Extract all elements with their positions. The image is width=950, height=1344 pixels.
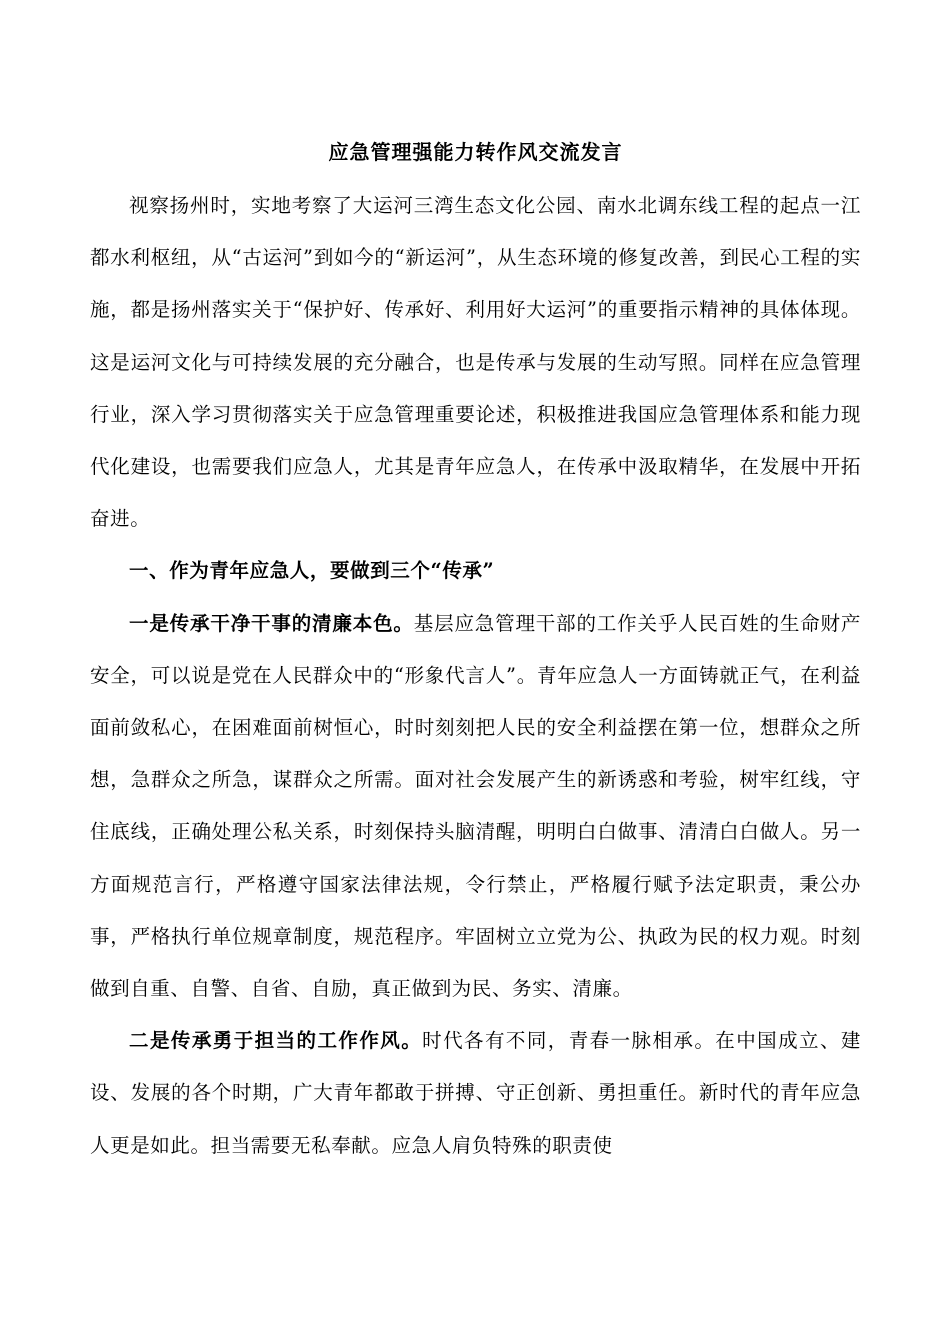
paragraph-lead: 一是传承干净干事的清廉本色。 — [129, 611, 414, 635]
document-body — [90, 132, 861, 1172]
paragraph-body: 基层应急管理干部的工作关乎人民百姓的生命财产安全，可以说是党在人民群众中的“形象代言人”。青年应急人一方面铸就正气，在利益面前敛私心，在困难面前树恒心，时时刻刻把人民的安全利益摆在第一位，想群众之所想，急群众之所急，谋群众之所需。面对社会发展产生的新诱惑和考验，树牢红线，守住底线，正确处理公私关系，时刻保持头脑清醒，明明白白做事、清清白白做人。另一方面规范言行，严格遵守国家法律法规，令行禁止，严格履行赋予法定职责，秉公办事，严格执行单位规章制度，规范程序。牢固树立立党为公、执政为民的权力观。时刻做到自重、自警、自省、自励，真正做到为民、务实、清廉。 — [90, 611, 862, 1001]
paragraph-responsibility — [90, 1015, 861, 1172]
paragraph-lead: 二是传承勇于担当的工作作风。 — [129, 1029, 423, 1053]
paragraph-body: 时代各有不同，青春一脉相承。在中国成立、建设、发展的各个时期，广大青年都敢于拼搏、守正创新、勇担重任。新时代的青年应急人更是如此。担当需要无私奉献。应急人肩负特殊的职责使 — [90, 1029, 861, 1157]
intro-paragraph: 视察扬州时，实地考察了大运河三湾生态文化公园、南水北调东线工程的起点一江都水利枢纽，从“古运河”到如今的“新运河”，从生态环境的修复改善，到民心工程的实施，都是扬州落实关于“保护好、传承好、利用好大运河”的重要指示精神的具体体现。这是运河文化与可持续发展的充分融合，也是传承与发展的生动写照。同样在应急管理行业，深入学习贯彻落实关于应急管理重要论述，积极推进我国应急管理体系和能力现代化建设，也需要我们应急人，尤其是青年应急人，在传承中汲取精华，在发展中开拓奋进。 — [90, 194, 861, 531]
paragraph-integrity — [90, 598, 861, 1016]
document-title: 应急管理强能力转作风交流发言 — [328, 140, 623, 164]
section-heading: 一、作为青年应急人，要做到三个“传承” — [129, 559, 495, 583]
